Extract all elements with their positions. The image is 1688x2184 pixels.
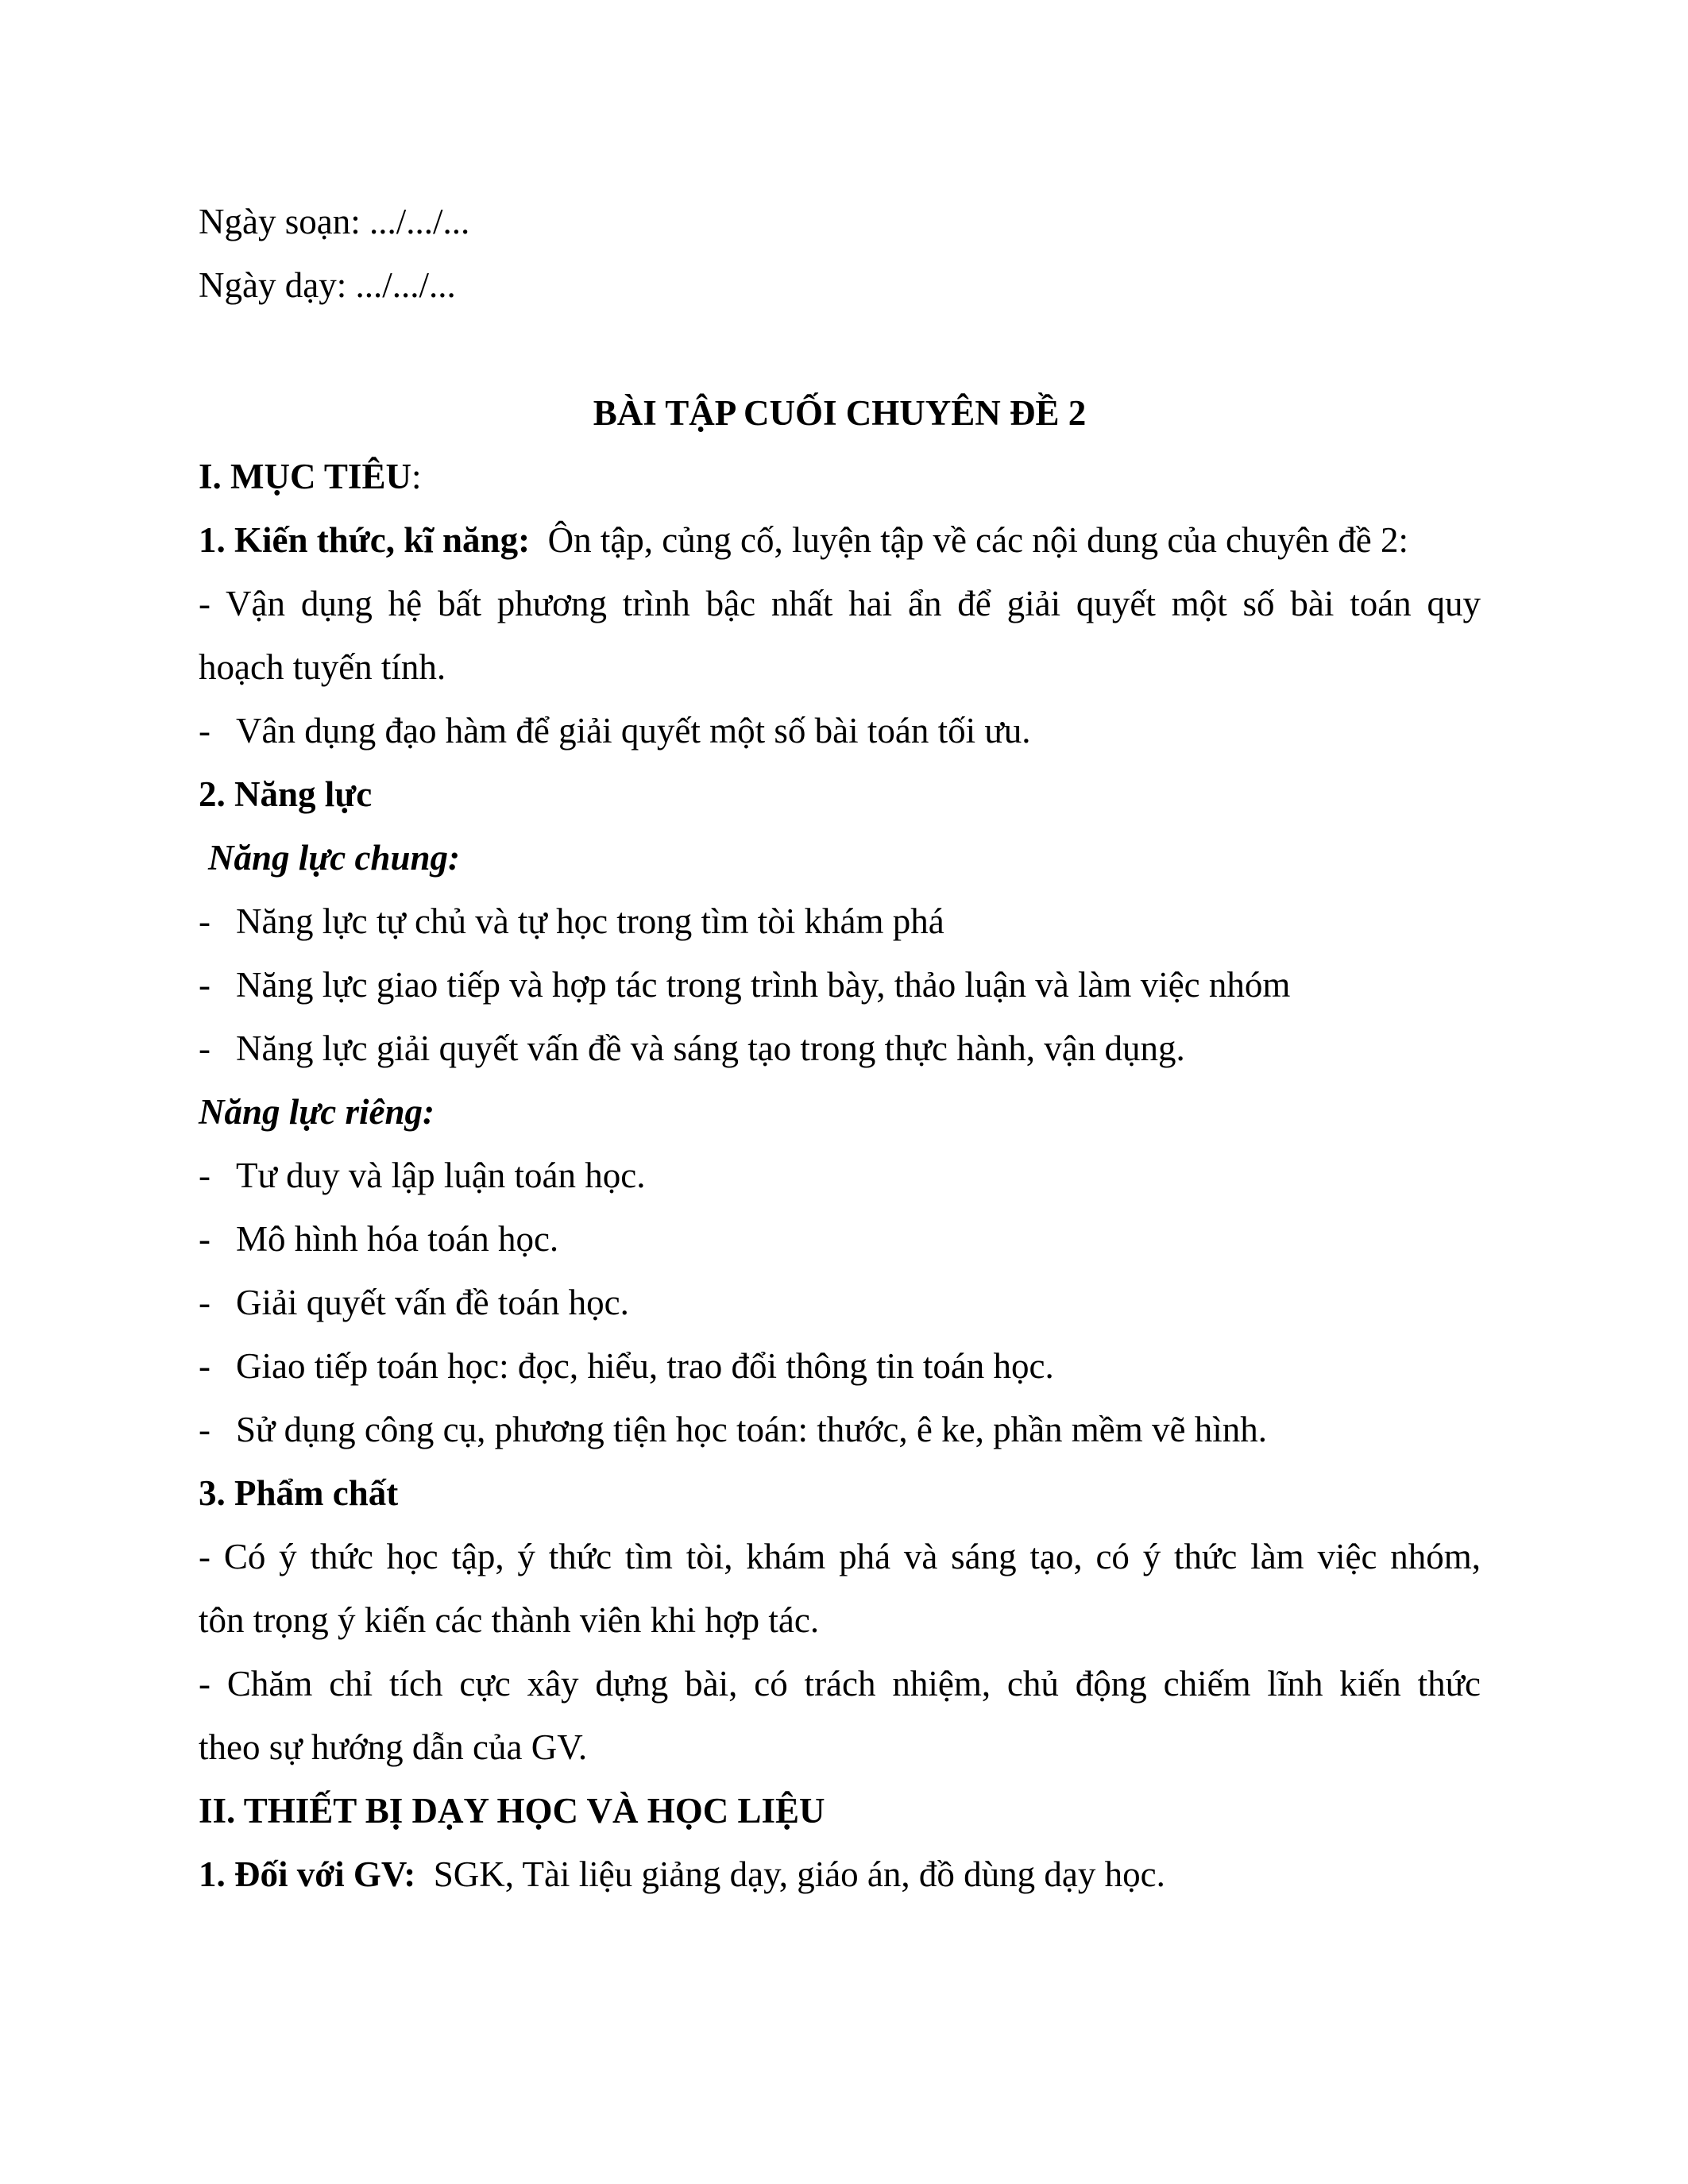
specific-item <box>199 1398 1481 1461</box>
quality-item-1-line-1: Có ý thức học tập, ý thức tìm tòi, khám phá và sáng tạo, có ý thức làm việc nhóm, <box>223 1537 1481 1576</box>
general-item-text: Năng lực tự chủ và tự học trong tìm tòi khám phá <box>236 901 944 941</box>
knowledge-label: 1. Kiến thức, kĩ năng: <box>199 520 531 560</box>
knowledge-text: Ôn tập, củng cố, luyện tập về các nội dung của chuyên đề 2: <box>547 520 1408 560</box>
specific-item-text: Giải quyết vấn đề toán học. <box>236 1283 629 1322</box>
general-competence-label: Năng lực chung: <box>208 838 460 878</box>
bullet-dash: - <box>199 1156 211 1195</box>
specific-item-text: Sử dụng công cụ, phương tiện học toán: thước, ê ke, phần mềm vẽ hình. <box>236 1410 1268 1449</box>
specific-item-text: Giao tiếp toán học: đọc, hiểu, trao đổi thông tin toán học. <box>236 1346 1054 1386</box>
date-prepared: Ngày soạn: .../.../... <box>199 202 470 241</box>
general-item <box>199 953 1481 1017</box>
knowledge-item-2 <box>199 699 1481 762</box>
knowledge-item-1 <box>199 572 1481 635</box>
specific-item <box>199 1144 1481 1207</box>
bullet-dash: - <box>199 1346 211 1386</box>
teacher-text: SGK, Tài liệu giảng dạy, giáo án, đồ dùng dạy học. <box>433 1854 1165 1894</box>
specific-competence-label: Năng lực riêng: <box>199 1092 435 1132</box>
bullet-dash: - <box>199 1028 211 1068</box>
bullet-dash: - <box>199 965 211 1005</box>
document-title: BÀI TẬP CUỐI CHUYÊN ĐỀ 2 <box>593 393 1087 433</box>
section-1-heading <box>199 445 1481 508</box>
knowledge-item-1-line-1: Vận dụng hệ bất phương trình bậc nhất hai ẩn để giải quyết một số bài toán quy <box>226 584 1481 623</box>
teacher-label: 1. Đối với GV: <box>199 1854 416 1894</box>
specific-item <box>199 1271 1481 1334</box>
competence-heading: 2. Năng lực <box>199 774 373 814</box>
general-item <box>199 889 1481 953</box>
bullet-dash: - <box>199 1537 211 1576</box>
qualities-heading: 3. Phẩm chất <box>199 1473 399 1513</box>
knowledge-line <box>199 508 1481 572</box>
bullet-dash: - <box>199 584 211 623</box>
knowledge-item-1-line-2: hoạch tuyến tính. <box>199 647 446 687</box>
general-item-text: Năng lực giải quyết vấn đề và sáng tạo trong thực hành, vận dụng. <box>236 1028 1185 1068</box>
bullet-dash: - <box>199 1283 211 1322</box>
section-2-heading: II. THIẾT BỊ DẠY HỌC VÀ HỌC LIỆU <box>199 1791 825 1831</box>
specific-item-text: Mô hình hóa toán học. <box>236 1219 559 1259</box>
bullet-dash: - <box>199 1219 211 1259</box>
quality-item-2-line-1: Chăm chỉ tích cực xây dựng bài, có trách nhiệm, chủ động chiếm lĩnh kiến thức <box>226 1664 1481 1704</box>
specific-item <box>199 1207 1481 1271</box>
section-1-heading-text: I. MỤC TIÊU <box>199 457 411 496</box>
bullet-dash: - <box>199 901 211 941</box>
bullet-dash: - <box>199 711 211 751</box>
bullet-dash: - <box>199 1410 211 1449</box>
specific-item <box>199 1334 1481 1398</box>
quality-item-1 <box>199 1525 1481 1588</box>
general-item-text: Năng lực giao tiếp và hợp tác trong trình bày, thảo luận và làm việc nhóm <box>236 965 1291 1005</box>
quality-item-1-line-2: tôn trọng ý kiến các thành viên khi hợp tác. <box>199 1600 820 1640</box>
specific-item-text: Tư duy và lập luận toán học. <box>236 1156 646 1195</box>
teacher-materials <box>199 1843 1481 1906</box>
quality-item-2 <box>199 1652 1481 1715</box>
quality-item-2-line-2: theo sự hướng dẫn của GV. <box>199 1727 588 1767</box>
knowledge-item-2-text: Vân dụng đạo hàm để giải quyết một số bài toán tối ưu. <box>236 711 1031 751</box>
date-taught: Ngày dạy: .../.../... <box>199 265 456 305</box>
general-item <box>199 1017 1481 1080</box>
heading-colon: : <box>411 457 422 496</box>
bullet-dash: - <box>199 1664 211 1704</box>
